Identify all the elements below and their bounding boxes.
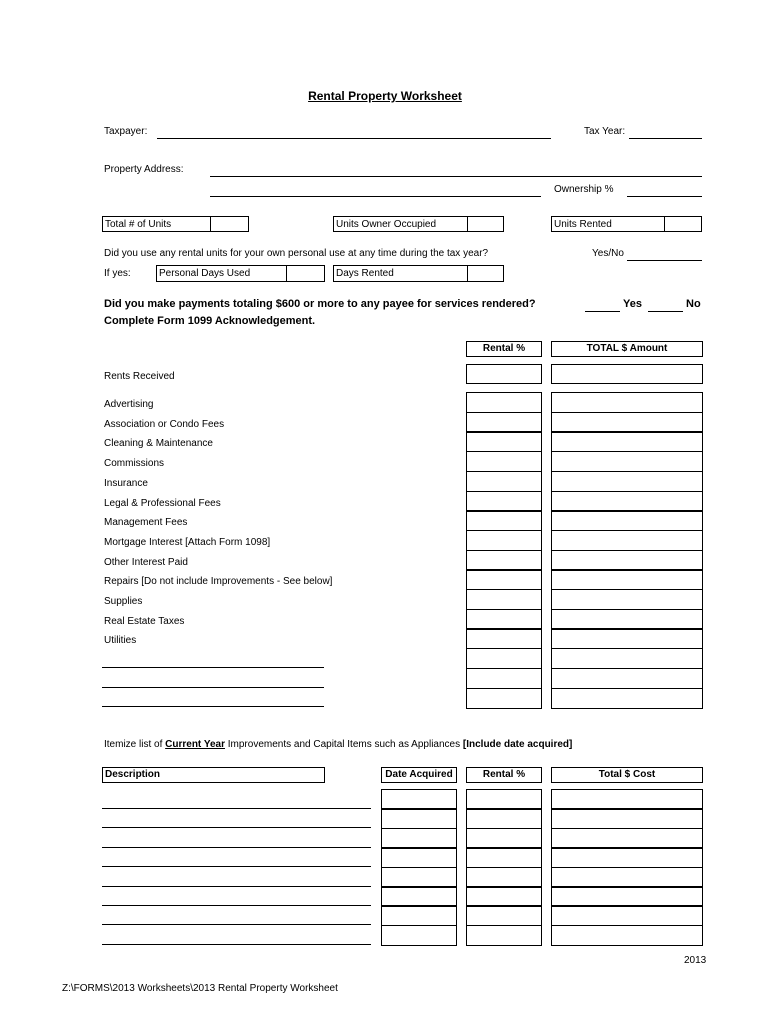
- improvement-date-cell[interactable]: [381, 828, 457, 849]
- expense-label: Commissions: [104, 458, 165, 469]
- personal-use-question: Did you use any rental units for your own personal use at any time during the tax year?: [104, 248, 489, 259]
- improvement-rental-pct-cell[interactable]: [466, 847, 542, 868]
- improvement-total-cost-cell[interactable]: [551, 905, 703, 926]
- expense-rental-pct-cell[interactable]: [466, 412, 542, 433]
- form1099-no-field[interactable]: [648, 297, 683, 312]
- expense-label: Repairs [Do not include Improvements - See below]: [104, 576, 333, 587]
- expense-total-cell[interactable]: [551, 431, 703, 452]
- improvement-description-line[interactable]: [102, 925, 371, 945]
- total-cost-header: Total $ Cost: [551, 767, 703, 783]
- rents-received-total[interactable]: [551, 364, 703, 384]
- expense-label: Real Estate Taxes: [104, 616, 185, 627]
- rental-pct-header: Rental %: [466, 341, 542, 357]
- days-rented-field[interactable]: [467, 265, 504, 282]
- improvement-rental-pct-cell[interactable]: [466, 925, 542, 946]
- tax-year-label: Tax Year:: [584, 126, 626, 137]
- ownership-label: Ownership %: [554, 184, 614, 195]
- expense-total-cell[interactable]: [551, 589, 703, 610]
- personal-days-label: Personal Days Used: [156, 265, 287, 282]
- expense-rental-pct-cell[interactable]: [466, 471, 542, 492]
- expense-rental-pct-cell[interactable]: [466, 569, 542, 590]
- improvements-intro-current-year: Current Year: [165, 739, 225, 750]
- expense-total-cell[interactable]: [551, 628, 703, 649]
- property-address-label: Property Address:: [104, 164, 184, 175]
- taxpayer-field[interactable]: [157, 124, 551, 139]
- expense-rental-pct-cell[interactable]: [466, 451, 542, 472]
- expense-label: Other Interest Paid: [104, 557, 188, 568]
- form1099-yes-field[interactable]: [585, 297, 620, 312]
- expense-total-cell[interactable]: [551, 688, 703, 709]
- other-expense-line-2[interactable]: [102, 673, 324, 688]
- total-units-field[interactable]: [210, 216, 249, 232]
- expense-total-cell[interactable]: [551, 550, 703, 571]
- improvement-description-line[interactable]: [102, 828, 371, 848]
- improvements-intro-suffix: [Include date acquired]: [462, 739, 573, 750]
- improvement-rental-pct-cell[interactable]: [466, 789, 542, 810]
- units-rented-label: Units Rented: [551, 216, 665, 232]
- improvement-rental-pct-cell[interactable]: [466, 886, 542, 907]
- expense-rental-pct-cell[interactable]: [466, 510, 542, 531]
- expense-total-cell[interactable]: [551, 510, 703, 531]
- total-units-label: Total # of Units: [102, 216, 211, 232]
- improvement-date-cell[interactable]: [381, 789, 457, 810]
- tax-year-field[interactable]: [629, 124, 702, 139]
- expense-rental-pct-cell[interactable]: [466, 491, 542, 512]
- improvement-rental-pct-header: Rental %: [466, 767, 542, 783]
- yes-no-field[interactable]: [627, 246, 702, 261]
- expense-total-cell[interactable]: [551, 471, 703, 492]
- expense-rental-pct-cell[interactable]: [466, 392, 542, 413]
- expense-total-cell[interactable]: [551, 412, 703, 433]
- improvement-date-cell[interactable]: [381, 808, 457, 829]
- improvement-description-line[interactable]: [102, 789, 371, 809]
- owner-occupied-label: Units Owner Occupied: [333, 216, 468, 232]
- expense-rental-pct-cell[interactable]: [466, 668, 542, 689]
- if-yes-label: If yes:: [104, 268, 131, 279]
- improvement-rental-pct-cell[interactable]: [466, 828, 542, 849]
- property-address-field-2[interactable]: [210, 182, 541, 197]
- days-rented-label: Days Rented: [333, 265, 468, 282]
- expense-total-cell[interactable]: [551, 530, 703, 551]
- expense-label: Cleaning & Maintenance: [104, 438, 213, 449]
- improvement-total-cost-cell[interactable]: [551, 789, 703, 810]
- expense-label: Supplies: [104, 596, 143, 607]
- improvement-total-cost-cell[interactable]: [551, 808, 703, 829]
- expense-total-cell[interactable]: [551, 569, 703, 590]
- footer-year: 2013: [684, 955, 707, 966]
- expense-total-cell[interactable]: [551, 648, 703, 669]
- expense-rental-pct-cell[interactable]: [466, 431, 542, 452]
- improvement-date-cell[interactable]: [381, 925, 457, 946]
- expense-total-cell[interactable]: [551, 609, 703, 630]
- form1099-no-label: No: [686, 298, 701, 310]
- units-rented-field[interactable]: [664, 216, 702, 232]
- expense-rental-pct-cell[interactable]: [466, 688, 542, 709]
- personal-days-field[interactable]: [286, 265, 325, 282]
- ownership-field[interactable]: [627, 182, 702, 197]
- improvement-description-line[interactable]: [102, 808, 371, 828]
- improvement-date-cell[interactable]: [381, 847, 457, 868]
- footer-path: Z:\FORMS\2013 Worksheets\2013 Rental Property Worksheet: [62, 983, 338, 994]
- improvement-rental-pct-cell[interactable]: [466, 905, 542, 926]
- other-expense-line-1[interactable]: [102, 653, 324, 668]
- improvements-intro-prefix: Itemize list of: [104, 739, 166, 750]
- owner-occupied-field[interactable]: [467, 216, 504, 232]
- improvement-total-cost-cell[interactable]: [551, 828, 703, 849]
- improvement-total-cost-cell[interactable]: [551, 867, 703, 888]
- form1099-question: Did you make payments totaling $600 or more to any payee for services rendered?: [104, 298, 536, 310]
- taxpayer-label: Taxpayer:: [104, 126, 148, 137]
- form1099-instruction: Complete Form 1099 Acknowledgement.: [104, 315, 316, 327]
- rents-received-label: Rents Received: [104, 371, 175, 382]
- improvement-total-cost-cell[interactable]: [551, 847, 703, 868]
- yes-no-label: Yes/No: [592, 248, 624, 259]
- expense-label: Legal & Professional Fees: [104, 498, 221, 509]
- expense-total-cell[interactable]: [551, 451, 703, 472]
- improvements-intro: [104, 739, 572, 751]
- property-address-field-1[interactable]: [210, 162, 702, 177]
- expense-rental-pct-cell[interactable]: [466, 628, 542, 649]
- expense-label: Utilities: [104, 635, 137, 646]
- expense-label: Insurance: [104, 478, 148, 489]
- improvement-description-line[interactable]: [102, 905, 371, 925]
- rents-received-pct[interactable]: [466, 364, 542, 384]
- expense-label: Association or Condo Fees: [104, 419, 225, 430]
- expense-label: Management Fees: [104, 517, 188, 528]
- improvement-total-cost-cell[interactable]: [551, 886, 703, 907]
- expense-rental-pct-cell[interactable]: [466, 589, 542, 610]
- improvement-description-line[interactable]: [102, 847, 371, 867]
- description-header: Description: [102, 767, 325, 783]
- expense-total-cell[interactable]: [551, 491, 703, 512]
- expense-total-cell[interactable]: [551, 392, 703, 413]
- expense-total-cell[interactable]: [551, 668, 703, 689]
- improvement-description-line[interactable]: [102, 867, 371, 887]
- expense-rental-pct-cell[interactable]: [466, 609, 542, 630]
- improvement-description-line[interactable]: [102, 886, 371, 906]
- improvement-rental-pct-cell[interactable]: [466, 808, 542, 829]
- improvement-rental-pct-cell[interactable]: [466, 867, 542, 888]
- expense-label: Mortgage Interest [Attach Form 1098]: [104, 537, 271, 548]
- page-title: Rental Property Worksheet: [308, 89, 462, 103]
- form1099-yes-label: Yes: [623, 298, 642, 310]
- total-amount-header: TOTAL $ Amount: [551, 341, 703, 357]
- date-acquired-header: Date Acquired: [381, 767, 457, 783]
- expense-label: Advertising: [104, 399, 154, 410]
- improvement-total-cost-cell[interactable]: [551, 925, 703, 946]
- expense-rental-pct-cell[interactable]: [466, 530, 542, 551]
- expense-rental-pct-cell[interactable]: [466, 550, 542, 571]
- expense-rental-pct-cell[interactable]: [466, 648, 542, 669]
- improvement-date-cell[interactable]: [381, 905, 457, 926]
- other-expense-line-3[interactable]: [102, 692, 324, 707]
- improvement-date-cell[interactable]: [381, 867, 457, 888]
- improvement-date-cell[interactable]: [381, 886, 457, 907]
- improvements-intro-middle: Improvements and Capital Items such as Appliances: [224, 739, 463, 750]
